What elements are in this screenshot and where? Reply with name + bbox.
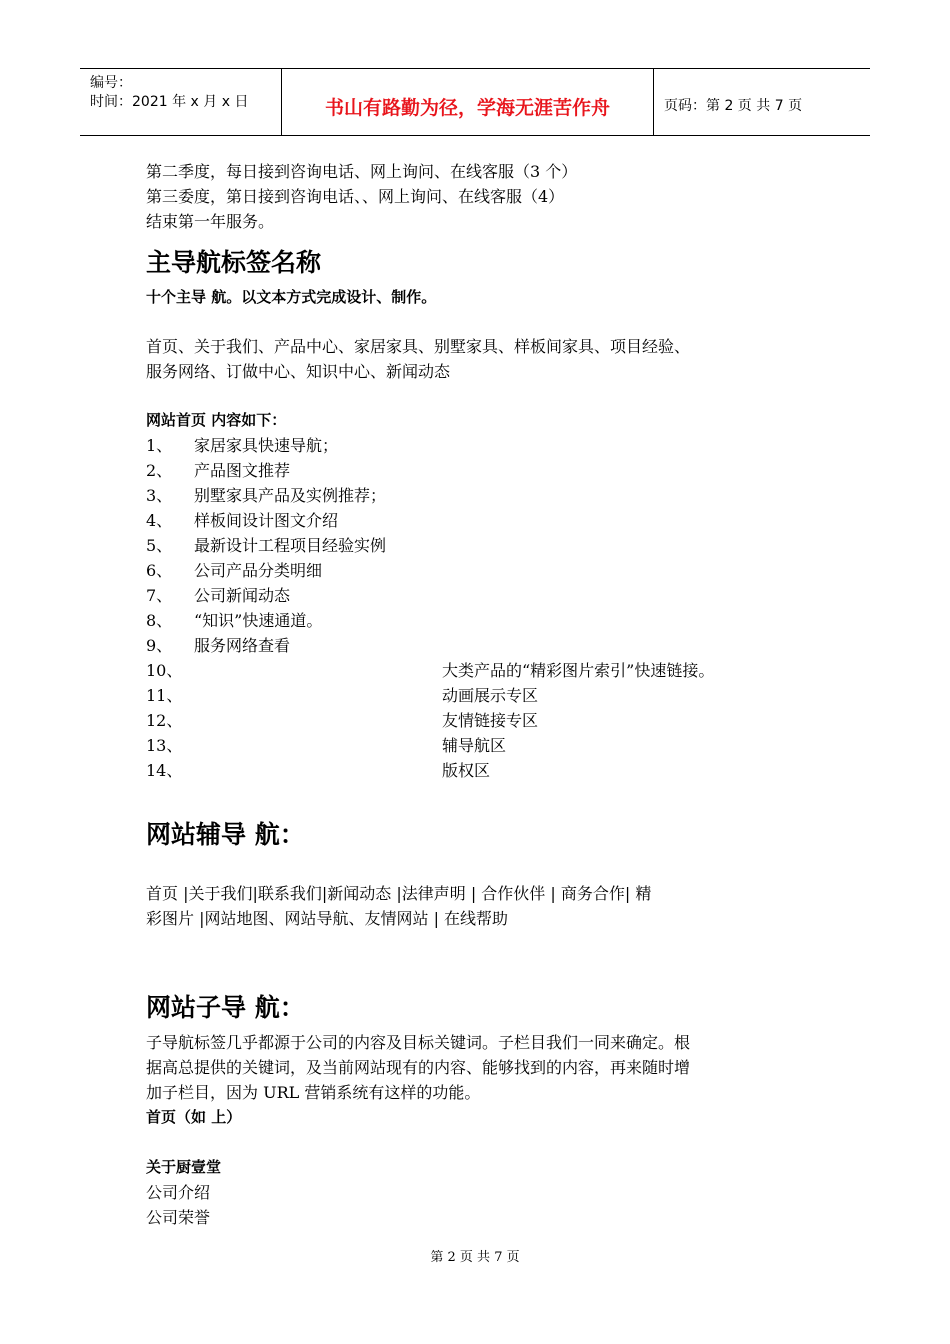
list-item: 12、 友情链接专区 [146,711,539,730]
number-label: 编号： [90,75,132,91]
date-label: 时间：2021 年 x 月 x 日 [90,94,249,110]
aux-nav-heading: 网站辅导 航： [146,820,305,849]
aux-nav-line-1: 首页 |关于我们|联系我们|新闻动态 |法律声明 | 合作伙伴 | 商务合作| 精 [146,884,652,903]
aux-nav-line-2: 彩图片 |网站地图、网站导航、友情网站 | 在线帮助 [146,909,509,928]
page-footer: 第 2 页 共 7 页 [430,1250,520,1265]
list-item: 9、 服务网络查看 [146,636,291,655]
home-label: 首页（如 上） [146,1108,242,1126]
motto: 书山有路勤为径，学海无涯苦作舟 [324,97,610,119]
list-item: 5、 最新设计工程项目经验实例 [146,536,387,555]
sub-nav-paragraph-line-3: 加子栏目，因为 URL 营销系统有这样的功能。 [146,1083,481,1102]
main-nav-items-line-1: 首页、关于我们、产品中心、家居家具、别墅家具、样板间家具、项目经验、 [146,337,691,356]
list-item: 8、 “知识”快速通道。 [146,611,323,630]
intro-line-3: 结束第一年服务。 [146,212,275,231]
about-item-1: 公司介绍 [146,1183,211,1202]
list-item: 13、 辅导航区 [146,736,507,755]
intro-line-1: 第二季度，每日接到咨询电话、网上询问、在线客服（3 个） [146,162,578,181]
intro-line-2: 第三委度，第日接到咨询电话、、网上询问、在线客服（4） [146,187,565,206]
list-item: 3、 别墅家具产品及实例推荐； [146,486,387,505]
sub-nav-paragraph-line-2: 据高总提供的关键词，及当前网站现有的内容、能够找到的内容，再来随时增 [146,1058,691,1077]
list-item: 7、 公司新闻动态 [146,586,291,605]
list-item: 14、 版权区 [146,761,491,780]
page-label: 页码：第 2 页 共 7 页 [664,98,803,114]
main-nav-items-line-2: 服务网络、订做中心、知识中心、新闻动态 [146,362,451,381]
document-header [80,68,870,136]
home-heading: 网站首页 内容如下： [146,411,287,429]
list-item: 4、 样板间设计图文介绍 [146,511,339,530]
list-item: 6、 公司产品分类明细 [146,561,323,580]
main-nav-heading: 主导航标签名称 [146,248,322,277]
about-heading: 关于厨壹堂 [146,1158,222,1176]
list-item: 2、 产品图文推荐 [146,461,291,480]
header-page-cell [654,69,870,135]
sub-nav-paragraph-line-1: 子导航标签几乎都源于公司的内容及目标关键词。子栏目我们一同来确定。根 [146,1033,691,1052]
header-meta-cell [80,69,282,135]
list-item: 11、 动画展示专区 [146,686,539,705]
list-item: 10、 大类产品的“精彩图片索引”快速链接。 [146,661,715,680]
sub-nav-heading: 网站子导 航： [146,993,305,1022]
main-nav-subheading: 十个主导 航。以文本方式完成设计、制作。 [146,288,437,306]
list-item: 1、 家居家具快速导航； [146,436,339,455]
about-item-2: 公司荣誉 [146,1208,211,1227]
header-motto-cell [282,69,654,135]
